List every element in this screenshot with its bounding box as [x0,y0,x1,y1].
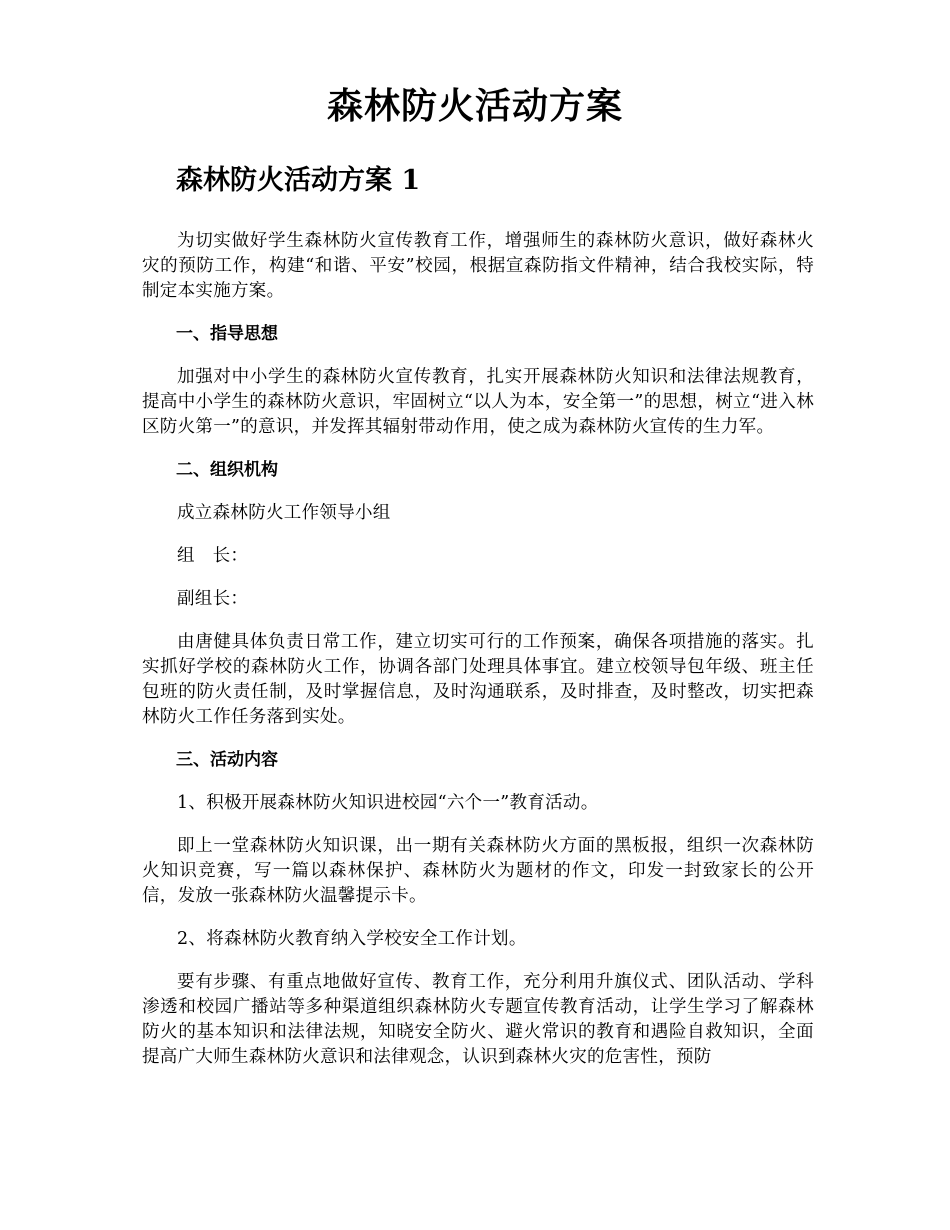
heading-activities: 三、活动内容 [176,750,278,770]
paragraph-leading-group: 成立森林防火工作领导小组 [177,503,391,523]
paragraph-intro: 为切实做好学生森林防火宣传教育工作，增强师生的森林防火意识，做好森林火灾的预防工作，构建“和谐、平安”校园，根据宣森防指文件精神，结合我校实际，特制定本实施方案。 [142,231,814,301]
paragraph-activity-2-detail: 要有步骤、有重点地做好宣传、教育工作，充分利用升旗仪式、团队活动、学科渗透和校园广播站等多种渠道组织森林防火专题宣传教育活动，让学生学习了解森林防火的基本知识和法律法规，知晓安全防火、避火常识的教育和遇险自救知识，全面提高广大师生森林防火意识和法律观念，认识到森林火灾的危害性，预防 [142,972,814,1067]
paragraph-activity-1-detail: 即上一堂森林防火知识课，出一期有关森林防火方面的黑板报，组织一次森林防火知识竞赛，写一篇以森林保护、森林防火为题材的作文，印发一封致家长的公开信，发放一张森林防火温馨提示卡。 [142,836,814,906]
document-body [142,229,814,1070]
paragraph-activity-1: 1、积极开展森林防火知识进校园“六个一”教育活动。 [177,793,599,813]
document-title: 森林防火活动方案 [326,85,623,127]
paragraph-deputy-leader: 副组长： [177,589,249,609]
paragraph-guiding-ideology: 加强对中小学生的森林防火宣传教育，扎实开展森林防火知识和法律法规教育，提高中小学生的森林防火意识，牢固树立“以人为本，安全第一”的思想，树立“进入林区防火第一”的意识，并发挥其辐射带动作用，使之成为森林防火宣传的生力军。 [142,367,814,437]
section-title: 森林防火活动方案 1 [176,165,421,196]
heading-guiding-ideology: 一、指导思想 [176,324,278,344]
paragraph-activity-2: 2、将森林防火教育纳入学校安全工作计划。 [177,929,527,949]
paragraph-responsibility: 由唐健具体负责日常工作，建立切实可行的工作预案，确保各项措施的落实。扎实抓好学校的森林防火工作，协调各部门处理具体事宜。建立校领导包年级、班主任包班的防火责任制，及时掌握信息，及时沟通联系，及时排查，及时整改，切实把森林防火工作任务落到实处。 [142,632,814,727]
heading-organization: 二、组织机构 [176,460,278,480]
paragraph-group-leader: 组 长： [177,546,249,566]
